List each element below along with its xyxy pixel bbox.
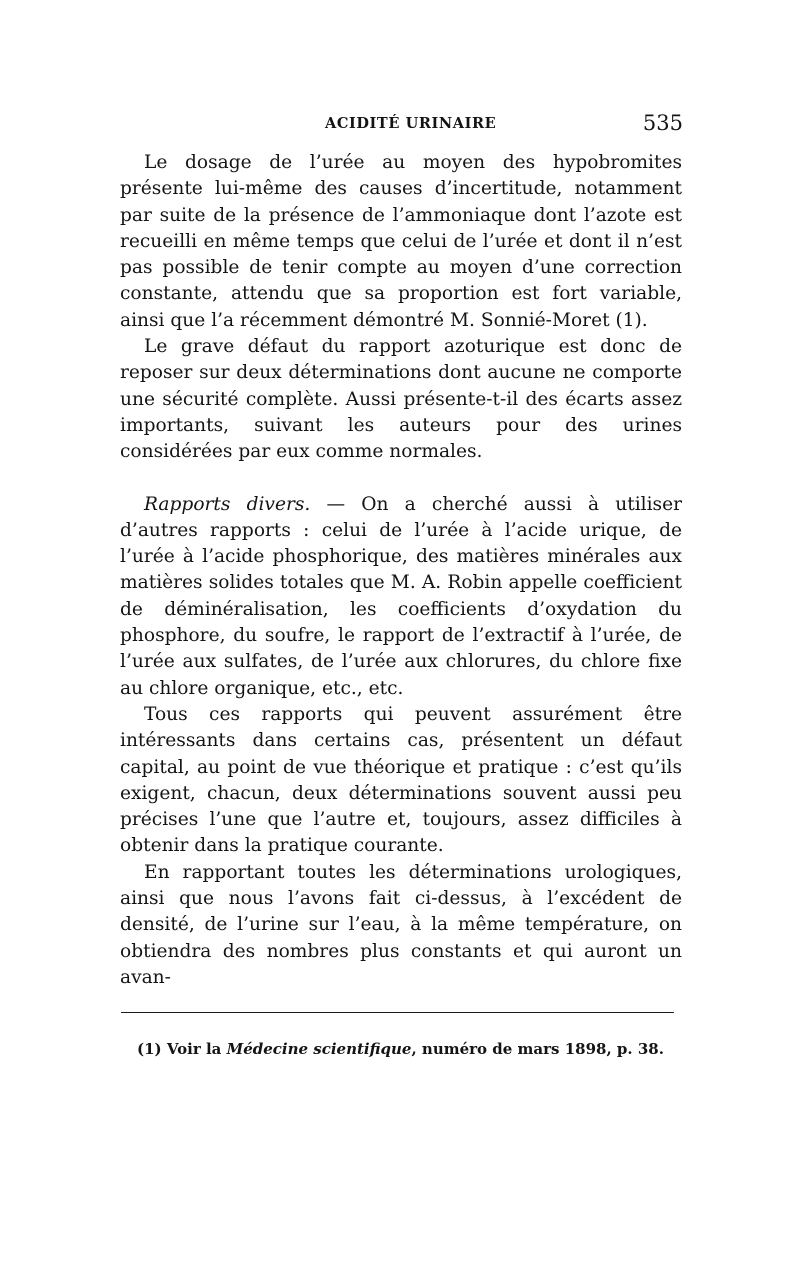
footnote-source: Médecine scientifique [226, 1040, 412, 1058]
paragraph-defaut-capital: Tous ces rapports qui peuvent assurément être intéressants dans certains cas, présentent un défaut capital, au point de vue théorique et pratique : c’est qu’ils exigent, chacun, deux déterminations souvent aussi peu précises l’une que l’autre et, toujours, assez difficiles à obtenir dans la pratique courante. [120, 703, 682, 857]
footnote-rest: , numéro de mars 1898, p. 38. [411, 1040, 664, 1058]
footnote-marker: (1) Voir la [137, 1040, 227, 1058]
section-dash: — [310, 493, 362, 515]
footnote-divider [121, 1012, 674, 1013]
paragraph-hypobromites: Le dosage de l’urée au moyen des hypobromites présente lui-même des causes d’incertitude, notamment par suite de la présence de l’ammoniaque dont l’azote est recueilli en même temps que celui de l’urée et dont il n’est pas possible de tenir compte au moyen d’une correction constante, attendu que sa proportion est fort variable, ainsi que l’a récemment démontré M. Sonnié-Moret (1). [120, 152, 682, 331]
footnote [137, 1040, 664, 1058]
page-header [120, 113, 685, 143]
section-heading: Rapports divers. [144, 493, 311, 515]
paragraph-rapports-divers [120, 492, 682, 702]
section-text: On a cherché aussi à utiliser d’autres rapports : celui de l’urée à l’acide urique, de l’urée à l’acide phosphorique, des matières minérales aux matières solides totales que M. A. Robin appelle coefficient de déminéralisation, les coefficients d’oxydation du phosphore, du soufre, le rapport de l’extractif à l’urée, de l’urée aux sulfates, de l’urée aux chlorures, du chlore fixe au chlore organique, etc., etc. [120, 493, 682, 699]
paragraph-rapport-azoturique: Le grave défaut du rapport azoturique est donc de reposer sur deux déterminations dont aucune ne comporte une sécurité complète. Aussi présente-t-il des écarts assez importants, suivant les auteurs pour des urines considérées par eux comme normales. [120, 336, 682, 463]
paragraph-excedent-densite: En rapportant toutes les déterminations urologiques, ainsi que nous l’avons fait ci-dessus, à l’excédent de densité, de l’urine sur l’eau, à la même température, on obtiendra des nombres plus constants et qui auront un avan- [120, 861, 682, 988]
page-number: 535 [642, 111, 683, 135]
running-title: ACIDITÉ URINAIRE [325, 115, 497, 132]
body-text [120, 150, 682, 991]
